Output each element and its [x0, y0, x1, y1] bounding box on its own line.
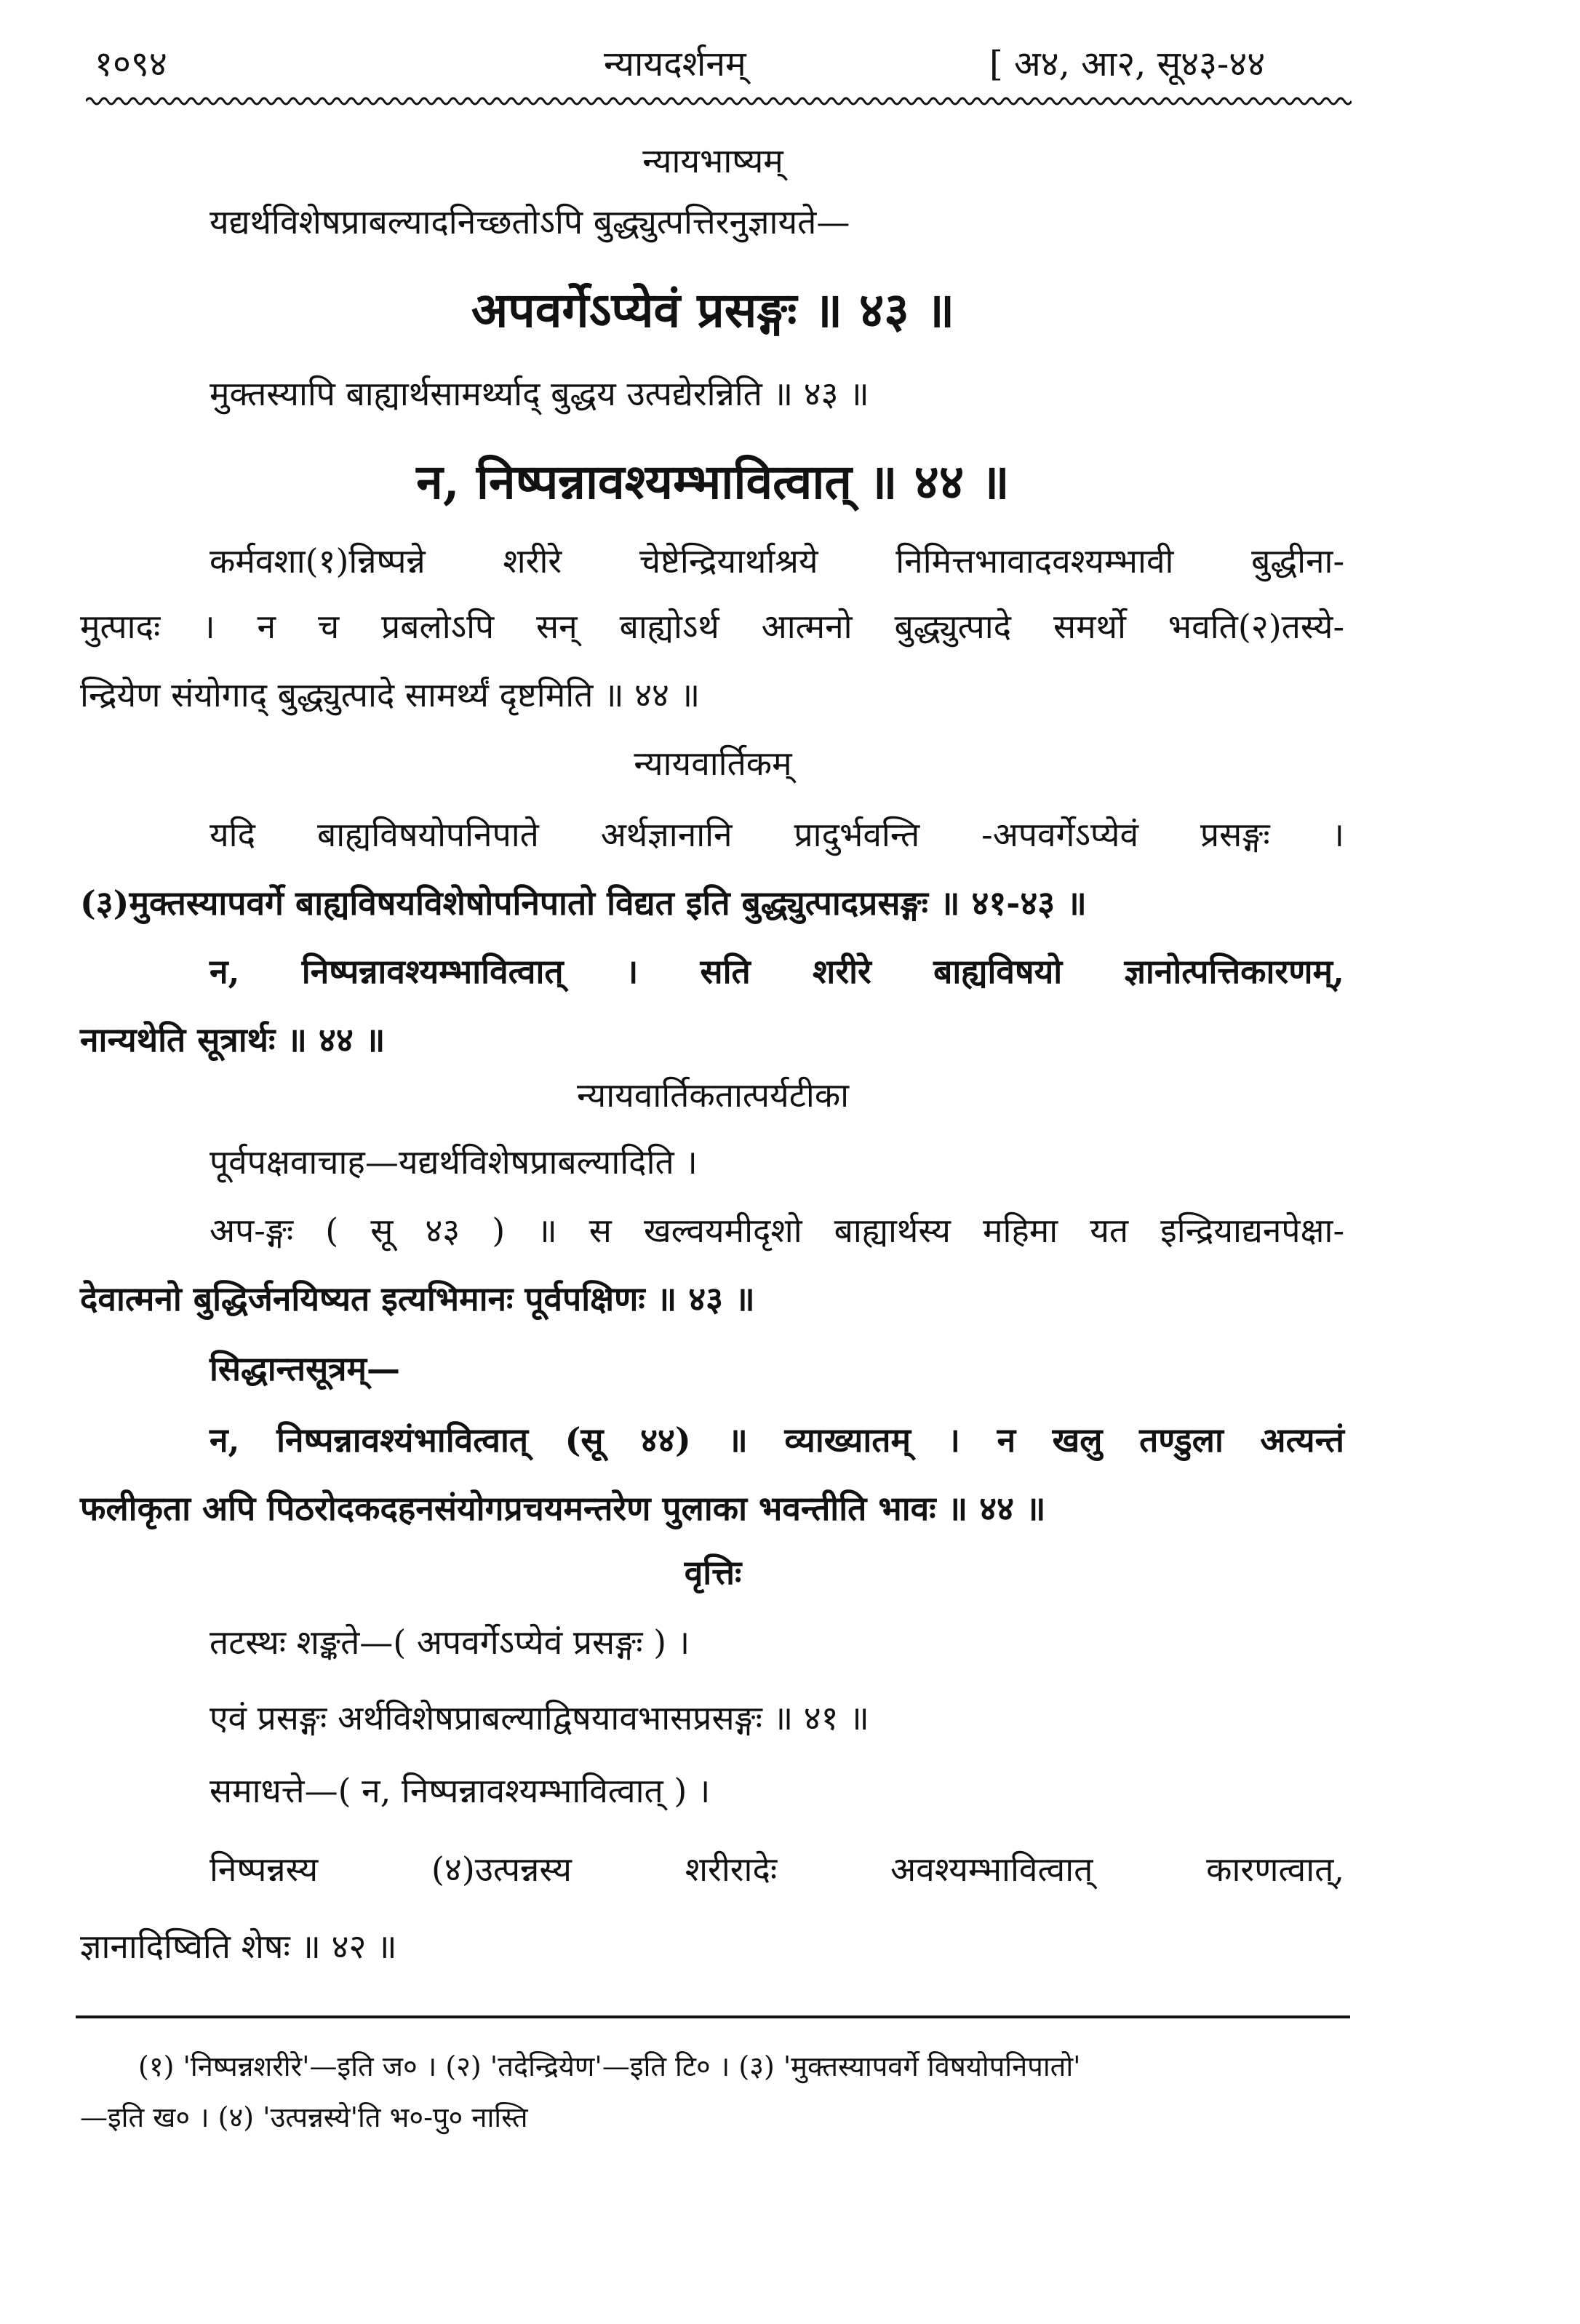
- text-line: कर्मवशा(१)न्निष्पन्ने शरीरे चेष्टेन्द्रियार्थाश्रये निमित्तभावादवश्यम्भावी बुद्धीना-: [210, 541, 1344, 581]
- text-line: फलीकृता अपि पिठरोदकदहनसंयोगप्रचयमन्तरेण पुलाका भवन्तीति भावः ॥ ४४ ॥: [80, 1489, 1046, 1528]
- text-line: नान्यथेति सूत्रार्थः ॥ ४४ ॥: [80, 1020, 386, 1059]
- running-title: न्यायदर्शनम्: [604, 44, 746, 84]
- running-header: [80, 35, 1346, 93]
- section-heading-nyayabhashya: न्यायभाष्यम्: [642, 141, 783, 180]
- section-heading-nyayavartika: न्यायवार्तिकम्: [634, 744, 792, 783]
- text-line: ज्ञानादिष्विति शेषः ॥ ४२ ॥: [80, 1927, 397, 1966]
- text-line: यद्यर्थविशेषप्राबल्यादनिच्छतोऽपि बुद्ध्युत्पत्तिरनुज्ञायते—: [210, 202, 850, 242]
- footnote-line: —इति ख० । (४) 'उत्पन्नस्ये'ति भ०-पु० नास्ति: [80, 2101, 528, 2133]
- sutra-43: अपवर्गेऽप्येवं प्रसङ्गः ॥ ४३ ॥: [471, 282, 955, 338]
- sutra-44: न, निष्पन्नावश्यम्भावित्वात् ॥ ४४ ॥: [416, 453, 1010, 510]
- text-line: मुत्पादः । न च प्रबलोऽपि सन् बाह्योऽर्थ आत्मनो बुद्ध्युत्पादे समर्थो भवति(२)तस्ये-: [80, 607, 1344, 646]
- text-line: न, निष्पन्नावश्यंभावित्वात् (सू ४४) ॥ व्याख्यातम् । न खलु तण्डुला अत्यन्तं: [210, 1420, 1344, 1460]
- text-line: पूर्वपक्षवाचाह—यद्यर्थविशेषप्राबल्यादिति ।: [210, 1142, 698, 1182]
- footnote-rule: [76, 2015, 1350, 2018]
- section-reference: [ अ४, आ२, सू४३-४४: [989, 44, 1266, 84]
- siddhanta-sutra-label: सिद्धान्तसूत्रम्—: [210, 1349, 401, 1388]
- text-line: तटस्थः शङ्कते—( अपवर्गेऽप्येवं प्रसङ्गः ) ।: [210, 1623, 690, 1662]
- header-wavy-rule: [86, 93, 1352, 109]
- section-heading-vritti: वृत्तिः: [684, 1553, 742, 1592]
- text-line: अप-ङ्गः ( सू ४३ ) ॥ स खल्वयमीदृशो बाह्यार्थस्य महिमा यत इन्द्रियाद्यनपेक्षा-: [210, 1211, 1344, 1250]
- text-line: न्द्रियेण संयोगाद् बुद्ध्युत्पादे सामर्थ्यं दृष्टमिति ॥ ४४ ॥: [80, 675, 701, 715]
- text-line: निष्पन्नस्य (४)उत्पन्नस्य शरीरादेः अवश्यम्भावित्वात् कारणत्वात्,: [210, 1850, 1344, 1889]
- page-number: १०९४: [95, 44, 167, 84]
- text-line: देवात्मनो बुद्धिर्जनयिष्यत इत्यभिमानः पूर्वपक्षिणः ॥ ४३ ॥: [80, 1279, 755, 1318]
- text-line: समाधत्ते—( न, निष्पन्नावश्यम्भावित्वात् ) ।: [210, 1771, 711, 1810]
- text-line: यदि बाह्यविषयोपनिपाते अर्थज्ञानानि प्रादुर्भवन्ति -अपवर्गेऽप्येवं प्रसङ्गः ।: [210, 815, 1344, 854]
- footnote-line: (१) 'निष्पन्नशरीरे'—इति ज० । (२) 'तदेन्द्रियेण'—इति टि० । (३) 'मुक्तस्यापवर्गे विषयोपनिपातो': [138, 2050, 1081, 2082]
- text-line: मुक्तस्यापि बाह्यार्थसामर्थ्याद् बुद्धय उत्पद्येरन्निति ॥ ४३ ॥: [210, 374, 869, 413]
- text-line: (३)मुक्तस्यापवर्गे बाह्यविषयविशेषोपनिपातो विद्यत इति बुद्ध्युत्पादप्रसङ्गः ॥ ४१-४३ ॥: [80, 883, 1087, 923]
- section-heading-tatparyatika: न्यायवार्तिकतात्पर्यटीका: [576, 1075, 850, 1115]
- text-line: न, निष्पन्नावश्यम्भावित्वात् । सति शरीरे बाह्यविषयो ज्ञानोत्पत्तिकारणम्,: [210, 952, 1344, 991]
- text-line: एवं प्रसङ्गः अर्थविशेषप्राबल्याद्विषयावभासप्रसङ्गः ॥ ४१ ॥: [210, 1698, 869, 1738]
